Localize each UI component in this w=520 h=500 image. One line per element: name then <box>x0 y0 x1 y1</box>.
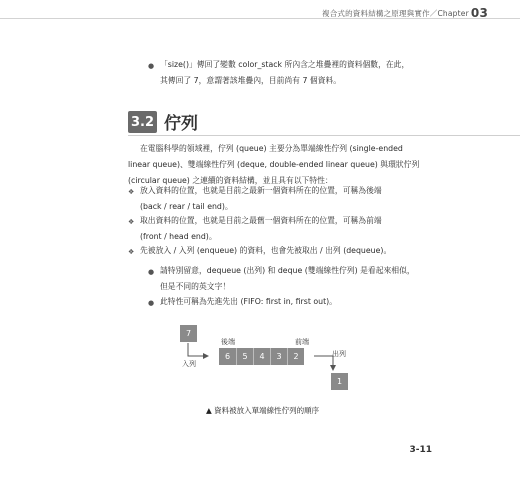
rear-label: 後端 <box>221 338 235 346</box>
sub-bullet-2-line-1: 此特性可稱為先進先出 (FIFO: first in, first out)。 <box>160 297 337 306</box>
queue-cell: 6 <box>219 348 236 365</box>
diamond-bullet-icon: ❖ <box>128 218 135 226</box>
bullet-1-line-1: 放入資料的位置，也就是目前之最新一個資料所在的位置，可稱為後端 <box>140 186 382 195</box>
queue-cells <box>219 348 304 365</box>
diamond-bullet-icon: ❖ <box>128 188 135 196</box>
bullet-icon: ● <box>148 62 155 70</box>
section-title: 佇列 <box>164 114 198 134</box>
bullet-icon: ● <box>148 268 155 276</box>
queue-cell: 3 <box>270 348 287 365</box>
enqueue-label: 入列 <box>182 360 196 368</box>
dequeue-label: 出列 <box>332 350 346 358</box>
chapter-number: 03 <box>470 6 488 20</box>
paragraph-line-2: linear queue)、雙端線性佇列 (deque, double-ended linear queue) 與環狀佇列 <box>128 160 420 169</box>
bullet-3-line-1: 先被放入 / 入列 (enqueue) 的資料，也會先被取出 / 出列 (dequeue)。 <box>140 246 392 255</box>
diagram-caption: ▲ 資料被放入單端線性佇列的順序 <box>206 406 320 415</box>
bullet-1-line-2: (back / rear / tail end)。 <box>140 202 233 211</box>
front-label: 前端 <box>295 338 309 346</box>
queue-cell: 4 <box>253 348 270 365</box>
paragraph-line-3: (circular queue) 之連續的資料結構，並且具有以下特性： <box>128 176 333 185</box>
bullet-2-line-1: 取出資料的位置，也就是目前之最舊一個資料所在的位置，可稱為前端 <box>140 216 382 225</box>
incoming-element: 7 <box>180 325 197 342</box>
queue-cell: 2 <box>287 348 304 365</box>
page-number: 3-11 <box>409 445 432 455</box>
dequeued-element: 1 <box>331 373 348 390</box>
header-title: 複合式的資料結構之原理與實作／Chapter <box>322 9 469 18</box>
dequeue-arrow <box>314 356 333 370</box>
intro-line-1: 「size()」傳回了變數 color_stack 所內含之堆疊裡的資料個數，在此， <box>160 60 410 69</box>
section-number: 3.2 <box>128 111 157 133</box>
sub-bullet-1-line-2: 但是不同的英文字！ <box>160 282 231 291</box>
bullet-icon: ● <box>148 299 155 307</box>
enqueue-arrow <box>188 343 208 356</box>
queue-cell: 5 <box>236 348 253 365</box>
intro-line-2: 其傳回了 7，意謂著該堆疊內，目前尚有 7 個資料。 <box>160 76 342 85</box>
sub-bullet-1-line-1: 請特別留意，dequeue (出列) 和 deque (雙端線性佇列) 是看起來相似， <box>160 266 415 275</box>
diamond-bullet-icon: ❖ <box>128 248 135 256</box>
paragraph-line-1: 在電腦科學的領域裡，佇列 (queue) 主要分為單端線性佇列 (single-ended <box>140 144 403 153</box>
bullet-2-line-2: (front / head end)。 <box>140 232 217 241</box>
